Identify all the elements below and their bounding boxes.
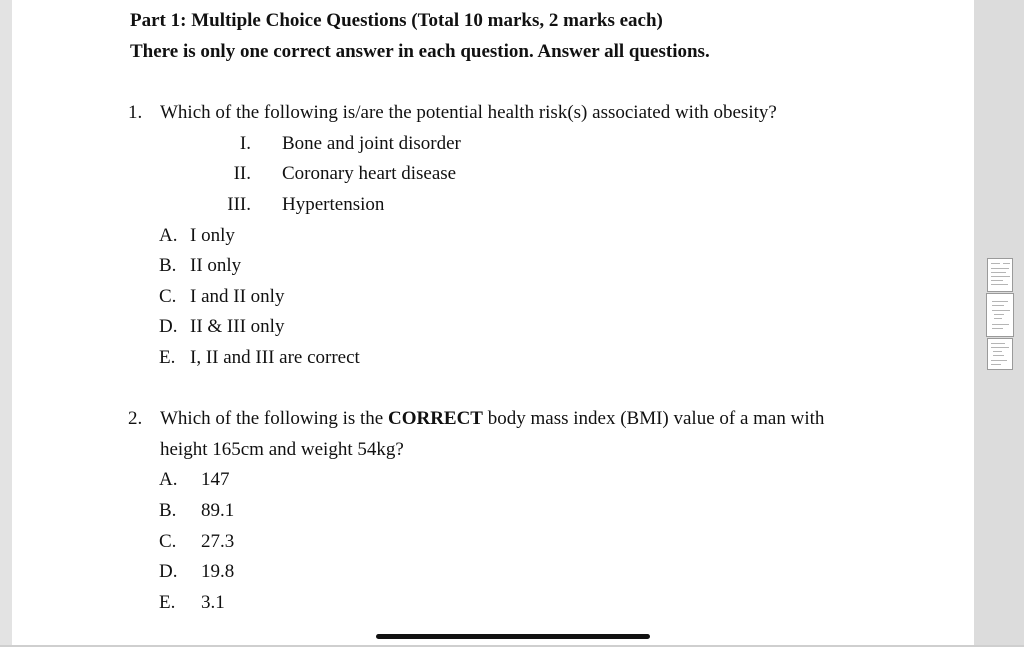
page-thumbnail-current[interactable] [987, 294, 1013, 336]
q2-option-letter: E. [159, 592, 176, 613]
page-thumbnail[interactable] [987, 338, 1013, 370]
thumb-text-line [991, 360, 1007, 361]
thumb-text-line [991, 263, 1000, 264]
q2-option-letter: D. [159, 561, 178, 582]
statement-text: Hypertension [282, 194, 385, 215]
q1-option-letter: E. [159, 347, 176, 368]
q1-option-letter: B. [159, 255, 177, 276]
q2-option-letter: B. [159, 500, 177, 521]
q2-option-letter: C. [159, 531, 177, 552]
question-2-text-start: Which of the following is the [160, 408, 388, 429]
thumb-text-line [993, 355, 1004, 356]
q2-option-text: 89.1 [201, 500, 235, 521]
q1-option-letter: D. [159, 316, 178, 337]
q2-option-text: 19.8 [201, 561, 235, 582]
statement-numeral: III. [227, 194, 251, 215]
left-margin [0, 0, 12, 647]
thumb-text-line [994, 314, 1004, 315]
q1-option-letter: C. [159, 286, 177, 307]
thumb-text-line [992, 305, 1004, 306]
thumb-text-line [991, 284, 1008, 285]
thumb-text-line [991, 268, 1009, 269]
statement-numeral: I. [239, 133, 251, 154]
q1-option-text: I, II and III are correct [190, 347, 360, 368]
question-2-text-line2: height 165cm and weight 54kg? [160, 439, 404, 460]
home-indicator[interactable] [376, 634, 650, 639]
q1-option-text: II only [190, 255, 242, 276]
question-2-number: 2. [128, 408, 143, 429]
question-2-emphasis: CORRECT [387, 408, 483, 429]
q1-option-text: II & III only [190, 316, 285, 337]
question-1-number: 1. [128, 102, 143, 123]
question-2-text-end: body mass index (BMI) value of a man with [482, 408, 825, 429]
q1-option-text: I and II only [190, 286, 285, 307]
section-title: Part 1: Multiple Choice Questions (Total 10 marks, 2 marks each) [130, 10, 663, 31]
statement-text: Coronary heart disease [282, 163, 457, 184]
thumb-text-line [994, 318, 1002, 319]
thumb-text-line [991, 343, 1005, 344]
statement-numeral: II. [233, 163, 251, 184]
thumb-text-line [1003, 263, 1010, 264]
q2-option-text: 3.1 [201, 592, 225, 613]
q1-option-letter: A. [159, 225, 178, 246]
thumb-text-line [991, 364, 1001, 365]
question-1-text: Which of the following is/are the potential health risk(s) associated with obesity? [160, 102, 777, 123]
document-page[interactable] [12, 0, 974, 647]
thumb-text-line [992, 310, 1010, 311]
page-thumbnail[interactable] [987, 258, 1013, 292]
q2-option-text: 147 [201, 469, 230, 490]
thumb-text-line [991, 272, 1006, 273]
q2-option-text: 27.3 [201, 531, 235, 552]
thumb-text-line [992, 301, 1008, 302]
statement-text: Bone and joint disorder [282, 133, 461, 154]
question-2-text [160, 408, 824, 430]
thumb-text-line [991, 280, 1003, 281]
q1-option-text: I only [190, 225, 235, 246]
thumb-text-line [991, 347, 1009, 348]
thumb-text-line [993, 351, 1002, 352]
thumb-text-line [992, 324, 1009, 325]
q2-option-letter: A. [159, 469, 178, 490]
thumb-text-line [991, 276, 1010, 277]
instructions: There is only one correct answer in each question. Answer all questions. [130, 41, 710, 62]
thumb-text-line [992, 328, 1003, 329]
